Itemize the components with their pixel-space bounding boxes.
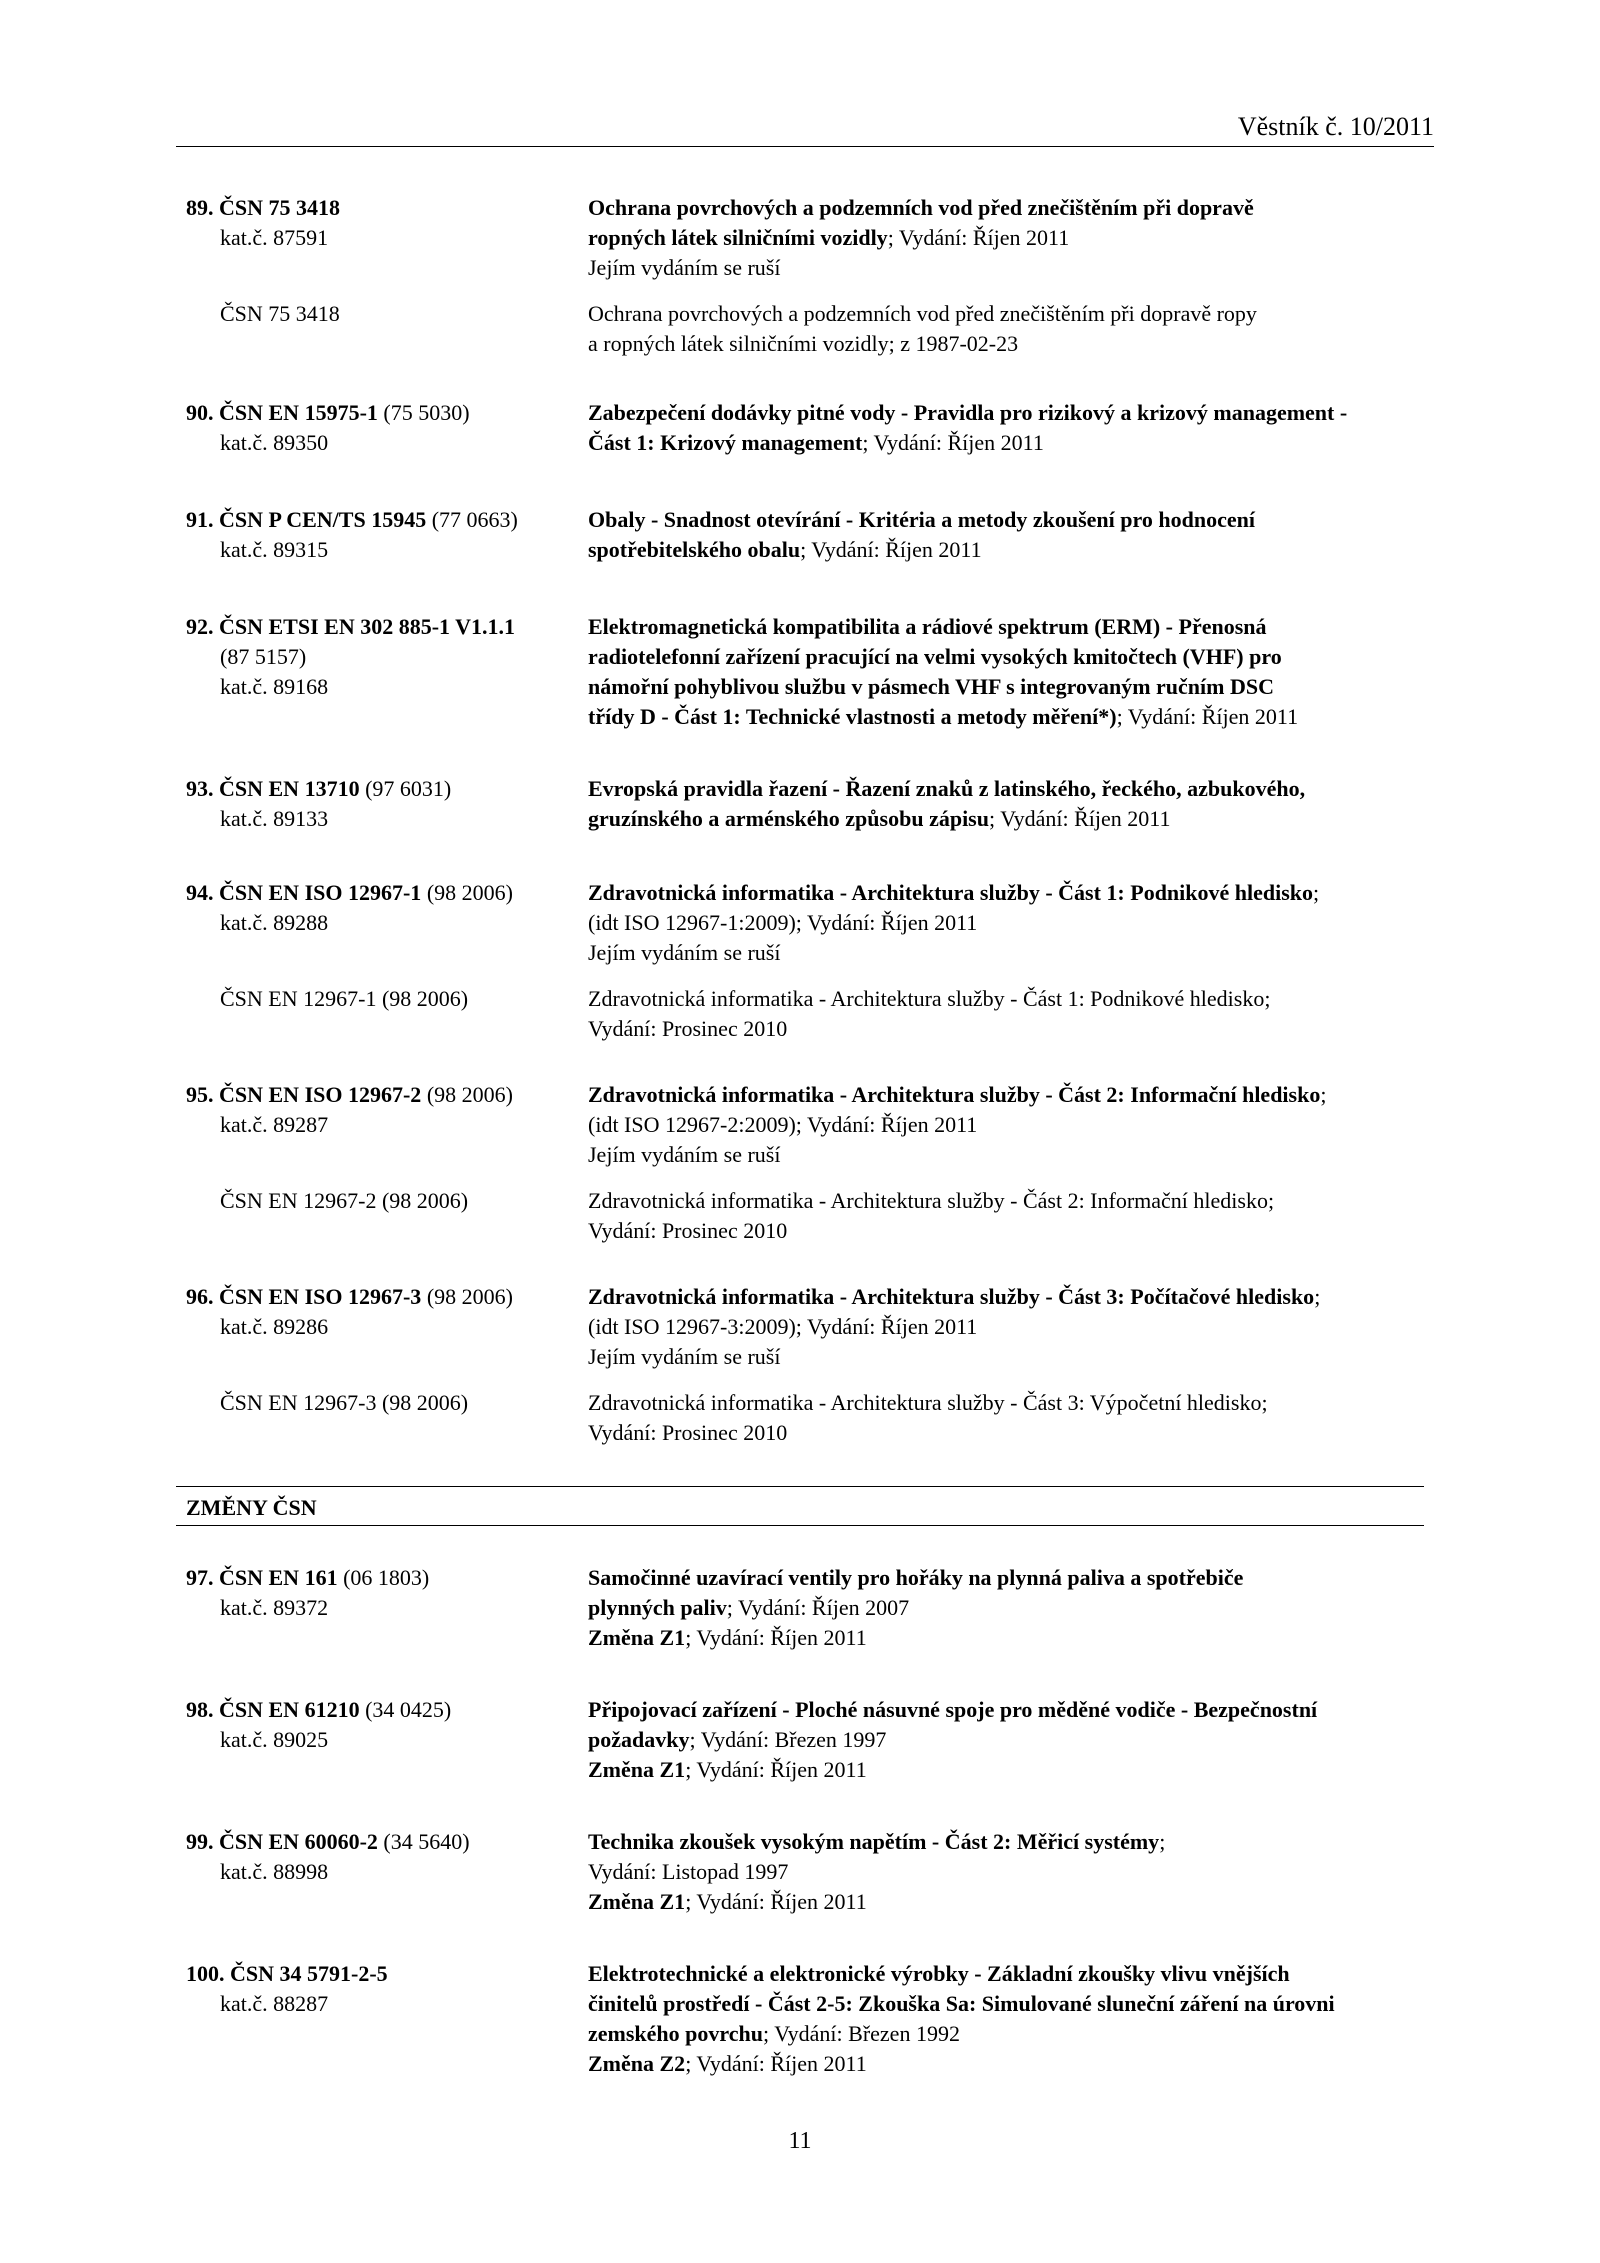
entry-title xyxy=(588,612,1267,642)
entry-number: 89. xyxy=(186,195,214,220)
classification-code: (97 6031) xyxy=(359,776,452,801)
standard-title: Elektromagnetická kompatibilita a rádiové spektrum (ERM) - Přenosná xyxy=(588,614,1267,639)
entry-designation xyxy=(220,1110,328,1140)
edition-info: ; xyxy=(1313,880,1320,905)
standard-entry xyxy=(176,1563,1434,1653)
entry-title xyxy=(588,1563,1243,1593)
entry-line xyxy=(176,1623,1434,1653)
entry-line xyxy=(176,612,1434,642)
standard-title: Zdravotnická informatika - Architektura služby - Část 2: Informační hledisko xyxy=(588,1082,1321,1107)
replaced-standard-code: ČSN EN 12967-3 (98 2006) xyxy=(220,1390,469,1415)
replaced-standard-title: Zdravotnická informatika - Architektura služby - Část 2: Informační hledisko; xyxy=(588,1188,1275,1213)
edition-info: Jejím vydáním se ruší xyxy=(588,1142,781,1167)
standard-entry xyxy=(176,1827,1434,1917)
classification-code: kat.č. 88998 xyxy=(220,1859,329,1884)
standard-title: Připojovací zařízení - Ploché násuvné spoje pro měděné vodiče - Bezpečnostní xyxy=(588,1697,1318,1722)
entry-line xyxy=(176,223,1434,253)
entry-title xyxy=(588,505,1255,535)
entry-designation xyxy=(220,908,328,938)
entry-designation xyxy=(220,1312,328,1342)
edition-info: ; Vydání: Říjen 2011 xyxy=(1116,704,1299,729)
section-rule-bottom xyxy=(176,1525,1424,1526)
entry-line xyxy=(176,1755,1434,1785)
entry-title xyxy=(588,1080,1326,1110)
classification-code: kat.č. 89286 xyxy=(220,1314,329,1339)
edition-info: Jejím vydáním se ruší xyxy=(588,940,781,965)
standard-title: Změna Z2 xyxy=(588,2051,686,2076)
classification-code: (77 0663) xyxy=(426,507,518,532)
edition-info: (idt ISO 12967-2:2009); Vydání: Říjen 2011 xyxy=(588,1112,978,1137)
replaced-line xyxy=(176,1388,1434,1418)
entry-line xyxy=(176,1342,1434,1372)
edition-info: ; Vydání: Březen 1997 xyxy=(689,1727,887,1752)
replaced-line xyxy=(176,1186,1434,1216)
entry-line xyxy=(176,535,1434,565)
classification-code: kat.č. 89372 xyxy=(220,1595,329,1620)
entry-title xyxy=(588,702,1298,732)
entry-designation xyxy=(186,878,513,908)
entry-number: 97. xyxy=(186,1565,214,1590)
standard-title: Změna Z1 xyxy=(588,1757,686,1782)
entry-line xyxy=(176,1593,1434,1623)
standard-code: ČSN ETSI EN 302 885-1 V1.1.1 xyxy=(219,614,516,639)
entry-designation xyxy=(186,398,470,428)
classification-code: kat.č. 89133 xyxy=(220,806,329,831)
entry-number: 99. xyxy=(186,1829,214,1854)
entry-line xyxy=(176,702,1434,732)
standard-entry xyxy=(176,1695,1434,1785)
replaced-standard-title: Vydání: Prosinec 2010 xyxy=(588,1218,788,1243)
entry-designation xyxy=(220,672,328,702)
entry-title xyxy=(588,1959,1290,1989)
classification-code: (98 2006) xyxy=(421,1284,513,1309)
entry-title xyxy=(588,2019,960,2049)
entry-line xyxy=(176,642,1434,672)
entry-title xyxy=(588,938,780,968)
entry-designation xyxy=(220,804,328,834)
section-title: ZMĚNY ČSN xyxy=(186,1495,317,1520)
standard-code: ČSN EN 61210 xyxy=(219,1697,360,1722)
standard-code: ČSN P CEN/TS 15945 xyxy=(219,507,427,532)
entry-line xyxy=(176,1989,1434,2019)
classification-code: kat.č. 89315 xyxy=(220,537,329,562)
entry-title xyxy=(588,878,1319,908)
standard-title: Samočinné uzavírací ventily pro hořáky na plynná paliva a spotřebiče xyxy=(588,1565,1244,1590)
entry-title xyxy=(588,2049,867,2079)
entry-line xyxy=(176,1725,1434,1755)
edition-info: ; Vydání: Říjen 2011 xyxy=(685,1889,867,1914)
standard-entry xyxy=(176,612,1434,732)
standard-entry xyxy=(176,505,1434,565)
entry-designation xyxy=(220,1593,328,1623)
entry-line xyxy=(176,1312,1434,1342)
edition-info: ; Vydání: Říjen 2011 xyxy=(862,430,1044,455)
entry-line xyxy=(176,1110,1434,1140)
entry-line xyxy=(176,804,1434,834)
edition-info: ; Vydání: Říjen 2007 xyxy=(726,1595,910,1620)
entry-designation xyxy=(186,1695,451,1725)
standard-title: Ochrana povrchových a podzemních vod před znečištěním při dopravě xyxy=(588,195,1254,220)
entry-line xyxy=(176,1887,1434,1917)
standard-title: gruzínského a arménského způsobu zápisu xyxy=(588,806,989,831)
entry-line xyxy=(176,253,1434,283)
entry-line xyxy=(176,1695,1434,1725)
standard-title: Změna Z1 xyxy=(588,1889,686,1914)
entry-title xyxy=(588,642,1282,672)
entry-line xyxy=(176,1857,1434,1887)
entry-title xyxy=(588,1623,867,1653)
section-rule-top xyxy=(176,1486,1424,1487)
edition-info: ; Vydání: Říjen 2011 xyxy=(988,806,1171,831)
classification-code: kat.č. 89288 xyxy=(220,910,329,935)
entry-designation xyxy=(220,223,328,253)
edition-info: ; Vydání: Březen 1992 xyxy=(763,2021,960,2046)
standard-code: ČSN 75 3418 xyxy=(219,195,341,220)
replaced-line xyxy=(176,1216,1434,1246)
entry-designation xyxy=(220,428,328,458)
standard-code: ČSN EN 161 xyxy=(219,1565,338,1590)
standard-title: Elektrotechnické a elektronické výrobky - Základní zkoušky vlivu vnějších xyxy=(588,1961,1290,1986)
edition-info: ; Vydání: Říjen 2011 xyxy=(685,1757,867,1782)
standard-title: Část 1: Krizový management xyxy=(588,430,863,455)
classification-code: kat.č. 89350 xyxy=(220,430,329,455)
edition-info: Jejím vydáním se ruší xyxy=(588,255,781,280)
standard-code: ČSN 34 5791-2-5 xyxy=(230,1961,388,1986)
entry-title xyxy=(588,398,1347,428)
entry-number: 91. xyxy=(186,507,214,532)
replaced-line xyxy=(176,1418,1434,1448)
standard-title: třídy D - Část 1: Technické vlastnosti a metody měření*) xyxy=(588,704,1117,729)
edition-info: ; xyxy=(1159,1829,1166,1854)
standard-title: Změna Z1 xyxy=(588,1625,686,1650)
standard-entry xyxy=(176,774,1434,834)
entry-designation xyxy=(220,1989,328,2019)
standard-title: Evropská pravidla řazení - Řazení znaků z latinského, řeckého, azbukového, xyxy=(588,776,1306,801)
entry-number: 96. xyxy=(186,1284,214,1309)
entry-title xyxy=(588,774,1305,804)
replaced-standard-title: Zdravotnická informatika - Architektura služby - Část 1: Podnikové hledisko; xyxy=(588,986,1271,1011)
replaced-standard-code: ČSN EN 12967-1 (98 2006) xyxy=(220,986,469,1011)
edition-info: Jejím vydáním se ruší xyxy=(588,1344,781,1369)
classification-code: kat.č. 87591 xyxy=(220,225,329,250)
entry-title xyxy=(588,193,1254,223)
entry-title xyxy=(588,1725,886,1755)
classification-code: (87 5157) xyxy=(220,644,307,669)
replaced-line xyxy=(176,1014,1434,1044)
classification-code: (98 2006) xyxy=(421,1082,513,1107)
entry-title xyxy=(588,1695,1317,1725)
standard-code: ČSN EN ISO 12967-2 xyxy=(219,1082,422,1107)
page-header: Věstník č. 10/2011 xyxy=(1237,112,1434,141)
entry-line xyxy=(176,193,1434,223)
entry-line xyxy=(176,2019,1434,2049)
standard-code: ČSN EN 15975-1 xyxy=(219,400,378,425)
replaced-line xyxy=(176,299,1434,329)
classification-code: kat.č. 88287 xyxy=(220,1991,329,2016)
standard-entry xyxy=(176,193,1434,359)
standard-title: požadavky xyxy=(588,1727,690,1752)
classification-code: (98 2006) xyxy=(421,880,513,905)
entry-designation xyxy=(220,535,328,565)
entry-title xyxy=(588,672,1274,702)
standard-code: ČSN EN 60060-2 xyxy=(219,1829,378,1854)
standard-title: Technika zkoušek vysokým napětím - Část 2: Měřicí systémy xyxy=(588,1829,1160,1854)
replaced-standard-title: Vydání: Prosinec 2010 xyxy=(588,1420,788,1445)
classification-code: (75 5030) xyxy=(377,400,470,425)
edition-info: Vydání: Listopad 1997 xyxy=(588,1859,789,1884)
entry-line xyxy=(176,1140,1434,1170)
entry-title xyxy=(588,1827,1165,1857)
entry-number: 93. xyxy=(186,776,214,801)
standard-code: ČSN EN ISO 12967-1 xyxy=(219,880,422,905)
entry-number: 90. xyxy=(186,400,214,425)
entry-title xyxy=(588,1282,1320,1312)
replaced-line xyxy=(176,329,1434,359)
entry-designation xyxy=(186,612,515,642)
entry-line xyxy=(176,938,1434,968)
entry-title xyxy=(588,1312,977,1342)
entry-title xyxy=(588,1140,780,1170)
entry-title xyxy=(588,1887,867,1917)
entry-line xyxy=(176,1080,1434,1110)
standard-entry xyxy=(176,878,1434,1044)
edition-info: ; Vydání: Říjen 2011 xyxy=(887,225,1070,250)
standard-title: plynných paliv xyxy=(588,1595,727,1620)
standard-title: Zdravotnická informatika - Architektura služby - Část 3: Počítačové hledisko xyxy=(588,1284,1315,1309)
entry-line xyxy=(176,878,1434,908)
entry-designation xyxy=(186,193,340,223)
standard-entry xyxy=(176,1080,1434,1246)
entry-number: 92. xyxy=(186,614,214,639)
standard-title: Obaly - Snadnost otevírání - Kritéria a metody zkoušení pro hodnocení xyxy=(588,507,1255,532)
standard-title: Zabezpečení dodávky pitné vody - Pravidla pro rizikový a krizový management - xyxy=(588,400,1348,425)
standard-title: námořní pohyblivou službu v pásmech VHF s integrovaným ručním DSC xyxy=(588,674,1274,699)
entry-designation xyxy=(186,1563,429,1593)
standard-title: Zdravotnická informatika - Architektura služby - Část 1: Podnikové hledisko xyxy=(588,880,1314,905)
standard-code: ČSN EN 13710 xyxy=(219,776,360,801)
edition-info: ; xyxy=(1320,1082,1327,1107)
standard-title: zemského povrchu xyxy=(588,2021,763,2046)
entry-title xyxy=(588,1989,1335,2019)
entry-line xyxy=(176,398,1434,428)
standard-entry xyxy=(176,1282,1434,1448)
entry-line xyxy=(176,774,1434,804)
entry-line xyxy=(176,1959,1434,1989)
entry-line xyxy=(176,2049,1434,2079)
replaced-standard-title: Zdravotnická informatika - Architektura služby - Část 3: Výpočetní hledisko; xyxy=(588,1390,1268,1415)
replaced-standard-title: Ochrana povrchových a podzemních vod před znečištěním při dopravě ropy xyxy=(588,301,1257,326)
replaced-standard-title: Vydání: Prosinec 2010 xyxy=(588,1016,788,1041)
entry-designation xyxy=(186,1959,388,1989)
entry-title xyxy=(588,1110,977,1140)
standard-title: ropných látek silničními vozidly xyxy=(588,225,888,250)
edition-info: ; Vydání: Říjen 2011 xyxy=(685,2051,867,2076)
replaced-standard-title: a ropných látek silničními vozidly; z 1987-02-23 xyxy=(588,331,1019,356)
entry-title xyxy=(588,535,982,565)
entry-title xyxy=(588,804,1170,834)
entry-line xyxy=(176,1282,1434,1312)
entry-line xyxy=(176,672,1434,702)
replaced-standard-code: ČSN EN 12967-2 (98 2006) xyxy=(220,1188,469,1213)
edition-info: (idt ISO 12967-1:2009); Vydání: Říjen 2011 xyxy=(588,910,978,935)
entry-title xyxy=(588,428,1044,458)
entry-title xyxy=(588,1755,867,1785)
header-rule xyxy=(176,146,1434,147)
entry-line xyxy=(176,505,1434,535)
entry-number: 94. xyxy=(186,880,214,905)
entry-title xyxy=(588,223,1069,253)
entry-designation xyxy=(186,774,451,804)
entry-line xyxy=(176,428,1434,458)
edition-info: ; xyxy=(1314,1284,1321,1309)
entry-designation xyxy=(186,1282,513,1312)
entry-line xyxy=(176,908,1434,938)
page-number: 11 xyxy=(788,2128,812,2154)
entry-designation xyxy=(186,1827,470,1857)
entry-number: 95. xyxy=(186,1082,214,1107)
entry-title xyxy=(588,1857,788,1887)
entry-title xyxy=(588,253,780,283)
entry-line xyxy=(176,1827,1434,1857)
classification-code: kat.č. 89287 xyxy=(220,1112,329,1137)
standard-entry xyxy=(176,398,1434,458)
entry-designation xyxy=(220,1725,328,1755)
standard-code: ČSN EN ISO 12967-3 xyxy=(219,1284,422,1309)
entry-designation xyxy=(186,1080,513,1110)
entry-title xyxy=(588,908,977,938)
entry-title xyxy=(588,1342,780,1372)
classification-code: kat.č. 89025 xyxy=(220,1727,329,1752)
entry-number: 100. xyxy=(186,1961,225,1986)
replaced-standard-code: ČSN 75 3418 xyxy=(220,301,340,326)
standard-entry xyxy=(176,1959,1434,2079)
entry-line xyxy=(176,1563,1434,1593)
replaced-line xyxy=(176,984,1434,1014)
entry-designation xyxy=(220,1857,328,1887)
classification-code: (34 5640) xyxy=(377,1829,470,1854)
classification-code: (06 1803) xyxy=(337,1565,430,1590)
entry-designation xyxy=(220,642,306,672)
standard-title: spotřebitelského obalu xyxy=(588,537,801,562)
standard-title: radiotelefonní zařízení pracující na velmi vysokých kmitočtech (VHF) pro xyxy=(588,644,1282,669)
edition-info: ; Vydání: Říjen 2011 xyxy=(800,537,982,562)
entry-designation xyxy=(186,505,518,535)
entry-number: 98. xyxy=(186,1697,214,1722)
edition-info: ; Vydání: Říjen 2011 xyxy=(685,1625,867,1650)
entry-title xyxy=(588,1593,909,1623)
classification-code: (34 0425) xyxy=(359,1697,452,1722)
standard-title: činitelů prostředí - Část 2-5: Zkouška Sa: Simulované sluneční záření na úrovni xyxy=(588,1991,1335,2016)
classification-code: kat.č. 89168 xyxy=(220,674,329,699)
edition-info: (idt ISO 12967-3:2009); Vydání: Říjen 2011 xyxy=(588,1314,978,1339)
